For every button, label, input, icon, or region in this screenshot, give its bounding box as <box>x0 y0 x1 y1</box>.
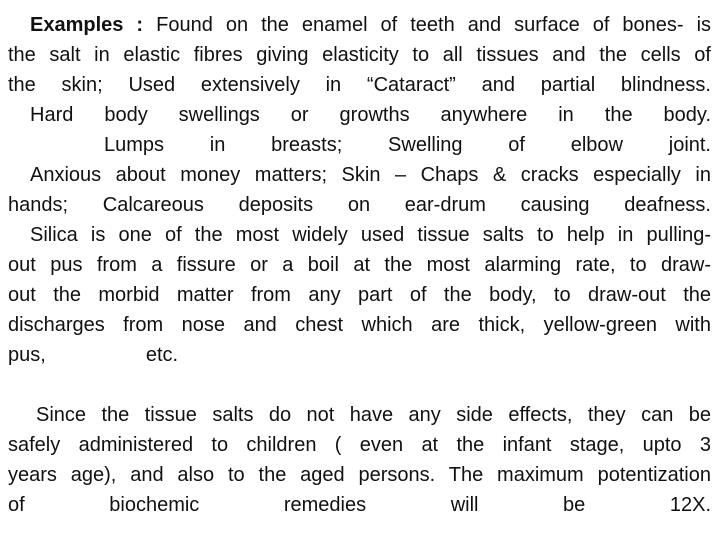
document-page <box>8 10 711 520</box>
examples-label: Examples : <box>30 14 144 36</box>
text-line: years age), and also to the aged persons. The maximum potentization <box>8 464 711 486</box>
text-line: safely administered to children ( even at the infant stage, upto 3 <box>8 434 711 456</box>
text-line <box>8 10 711 40</box>
text-line: the skin; Used extensively in “Cataract” and partial blindness. <box>8 74 711 96</box>
text-line: out pus from a fissure or a boil at the most alarming rate, to draw- <box>8 254 711 276</box>
text-line: Lumps in breasts; Swelling of elbow joint. <box>104 134 711 156</box>
text-line: discharges from nose and chest which are thick, yellow-green with <box>8 314 711 336</box>
text-span: Found on the enamel of teeth and surface of bones- is <box>156 14 712 36</box>
text-line: pus, etc. <box>8 344 179 366</box>
text-line: Silica is one of the most widely used tissue salts to help in pulling- <box>30 224 711 246</box>
text-line: of biochemic remedies will be 12X. <box>8 494 711 516</box>
text-line: Anxious about money matters; Skin – Chaps & cracks especially in <box>30 164 711 186</box>
text-line: Since the tissue salts do not have any side effects, they can be <box>36 404 711 426</box>
text-line: out the morbid matter from any part of the body, to draw-out the <box>8 284 711 306</box>
text-line: Hard body swellings or growths anywhere in the body. <box>30 104 711 126</box>
text-line: hands; Calcareous deposits on ear-drum causing deafness. <box>8 194 711 216</box>
paragraph-gap <box>8 370 711 400</box>
text-line: the salt in elastic fibres giving elasticity to all tissues and the cells of <box>8 44 711 66</box>
